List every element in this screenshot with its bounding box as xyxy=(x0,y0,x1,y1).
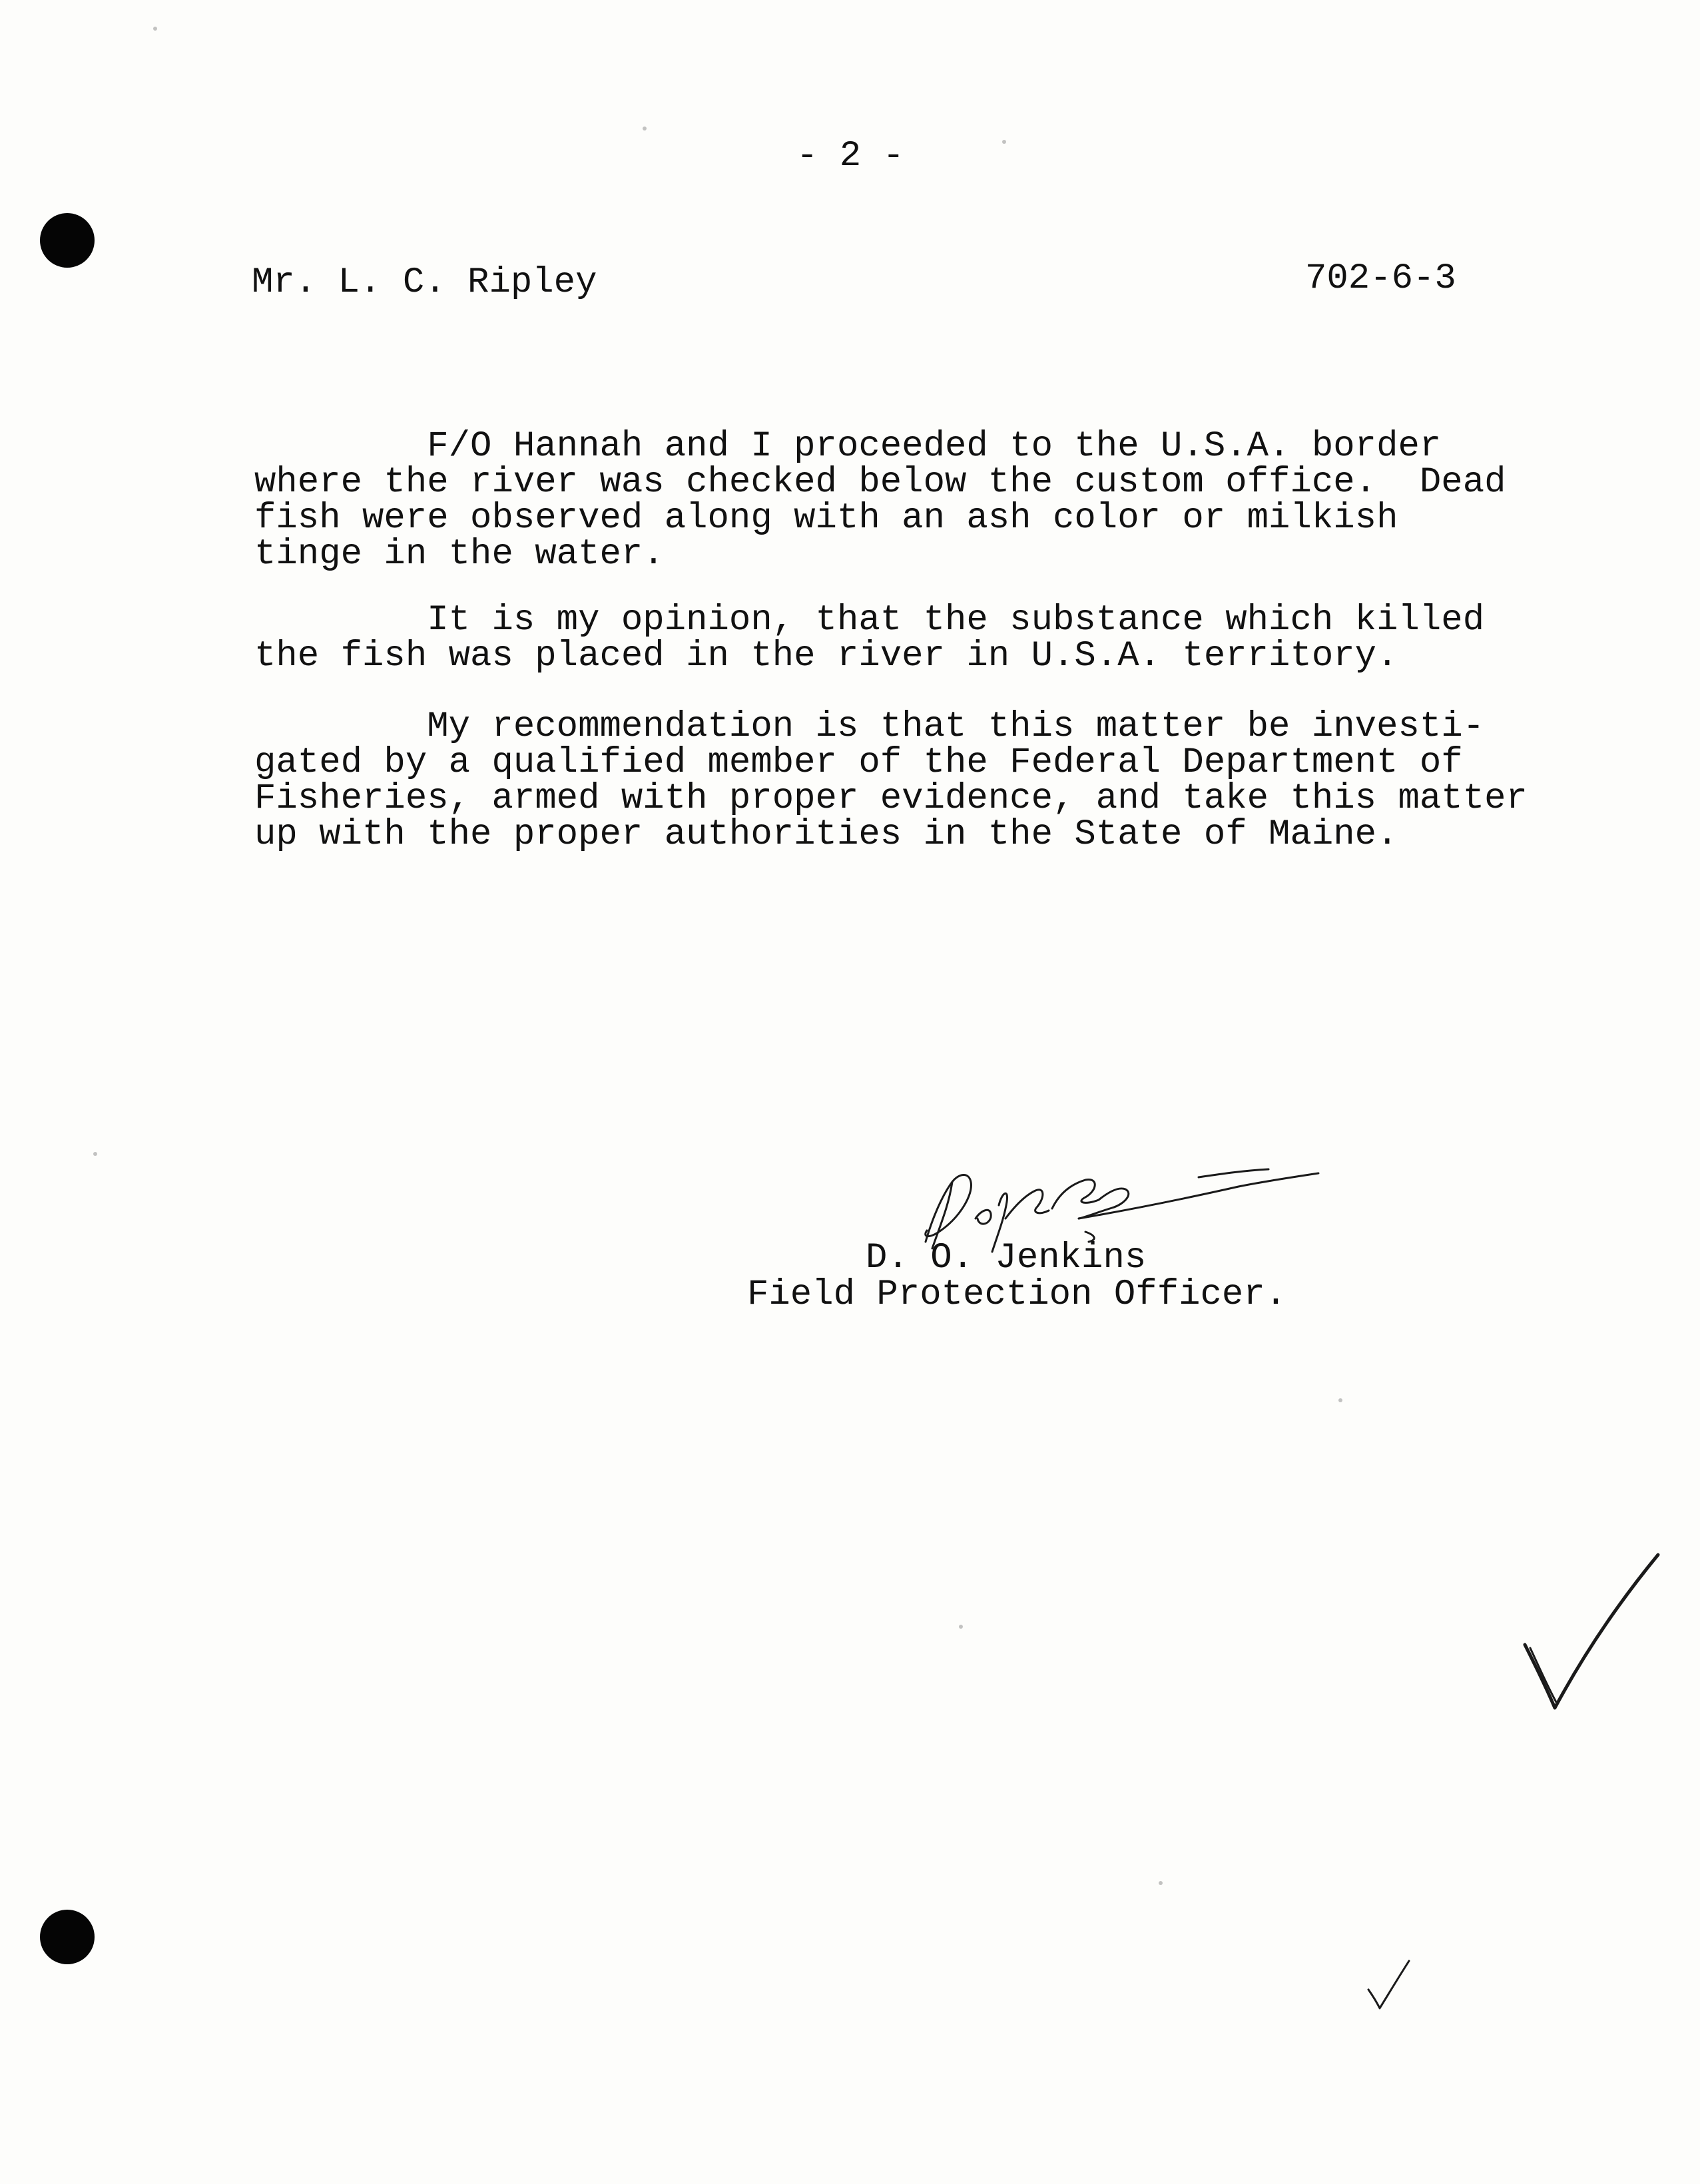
signer-name: D. O. Jenkins xyxy=(866,1238,1147,1278)
small-check-mark-icon xyxy=(1365,1958,1412,2011)
paper-speck xyxy=(1002,140,1006,144)
page-number: - 2 - xyxy=(796,136,905,176)
paragraph-line: F/O Hannah and I proceeded to the U.S.A. border xyxy=(254,426,1442,467)
paper-speck xyxy=(959,1625,963,1629)
file-reference-number: 702-6-3 xyxy=(1305,258,1456,299)
paper-speck xyxy=(93,1152,97,1156)
paragraph-line: fish were observed along with an ash color or milkish xyxy=(254,498,1398,539)
paper-speck xyxy=(643,127,647,131)
punch-hole-bottom xyxy=(40,1910,95,1964)
check-mark-icon xyxy=(1518,1551,1665,1718)
paper-speck xyxy=(153,27,157,31)
paragraph-line: Fisheries, armed with proper evidence, and take this matter xyxy=(254,778,1528,819)
paragraph-line: where the river was checked below the custom office. Dead xyxy=(254,462,1506,503)
signer-title: Field Protection Officer. xyxy=(747,1274,1287,1315)
paragraph-border-inspection xyxy=(254,426,1506,575)
paragraph-line: My recommendation is that this matter be investi- xyxy=(254,706,1485,747)
addressee-line: Mr. L. C. Ripley xyxy=(252,262,597,303)
paragraph-line: up with the proper authorities in the State of Maine. xyxy=(254,814,1398,855)
paragraph-line: gated by a qualified member of the Federal Department of xyxy=(254,742,1463,783)
paper-speck xyxy=(1338,1398,1342,1402)
punch-hole-top xyxy=(40,213,95,268)
paper-speck xyxy=(1159,1881,1163,1885)
paragraph-line: the fish was placed in the river in U.S.A. territory. xyxy=(254,636,1398,677)
paragraph-opinion xyxy=(254,600,1485,677)
paragraph-recommendation xyxy=(254,706,1528,855)
paragraph-line: tinge in the water. xyxy=(254,534,665,575)
paragraph-line: It is my opinion, that the substance which killed xyxy=(254,600,1485,641)
